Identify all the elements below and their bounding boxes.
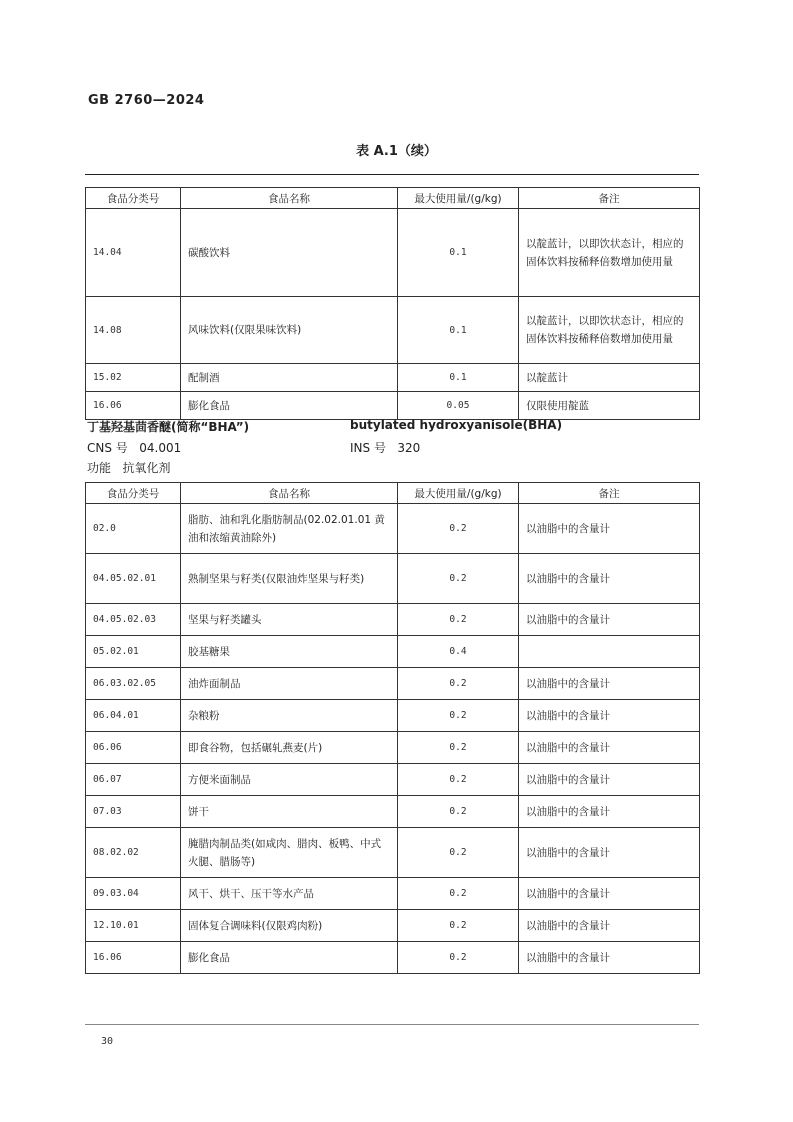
- max-usage: 0.2: [398, 878, 519, 910]
- col-header-food-name: 食品名称: [181, 483, 398, 504]
- food-name: 膨化食品: [181, 392, 398, 420]
- max-usage: 0.4: [398, 636, 519, 668]
- max-usage: 0.2: [398, 504, 519, 554]
- col-header-max-usage: 最大使用量/(g/kg): [398, 483, 519, 504]
- remark: 以油脂中的含量计: [519, 604, 700, 636]
- col-header-food-name: 食品名称: [181, 188, 398, 209]
- max-usage: 0.1: [398, 364, 519, 392]
- food-name: 膨化食品: [181, 942, 398, 974]
- table-row: [86, 700, 700, 732]
- remark: 以靛蓝计，以即饮状态计，相应的固体饮料按稀释倍数增加使用量: [519, 297, 700, 364]
- table-row: [86, 732, 700, 764]
- max-usage: 0.2: [398, 668, 519, 700]
- remark: 以靛蓝计，以即饮状态计，相应的固体饮料按稀释倍数增加使用量: [519, 209, 700, 297]
- food-name: 饼干: [181, 796, 398, 828]
- table-header-row: [86, 483, 700, 504]
- col-header-remarks: 备注: [519, 483, 700, 504]
- food-name: 配制酒: [181, 364, 398, 392]
- col-header-category-code: 食品分类号: [86, 483, 181, 504]
- function-value: 抗氧化剂: [122, 461, 171, 475]
- max-usage: 0.2: [398, 910, 519, 942]
- table-row: [86, 942, 700, 974]
- food-name: 即食谷物，包括碾轧燕麦(片): [181, 732, 398, 764]
- cns-label: CNS 号: [87, 441, 128, 455]
- food-name: 熟制坚果与籽类(仅限油炸坚果与籽类): [181, 554, 398, 604]
- table-row: [86, 910, 700, 942]
- remark: 以油脂中的含量计: [519, 942, 700, 974]
- max-usage: 0.05: [398, 392, 519, 420]
- max-usage: 0.2: [398, 764, 519, 796]
- category-code: 04.05.02.01: [86, 554, 181, 604]
- table-row: [86, 668, 700, 700]
- category-code: 14.08: [86, 297, 181, 364]
- additive-name-en: butylated hydroxyanisole(BHA): [350, 418, 563, 432]
- table-header-row: [86, 188, 700, 209]
- category-code: 06.07: [86, 764, 181, 796]
- table-row: [86, 364, 700, 392]
- remark: 以油脂中的含量计: [519, 732, 700, 764]
- food-name: 风干、烘干、压干等水产品: [181, 878, 398, 910]
- category-code: 04.05.02.03: [86, 604, 181, 636]
- max-usage: 0.2: [398, 604, 519, 636]
- category-code: 06.06: [86, 732, 181, 764]
- table-row: [86, 764, 700, 796]
- table-row: [86, 604, 700, 636]
- remark: 以油脂中的含量计: [519, 910, 700, 942]
- table-title: 表 A.1（续）: [356, 144, 437, 159]
- max-usage: 0.2: [398, 700, 519, 732]
- footer-rule: [85, 1024, 699, 1025]
- max-usage: 0.2: [398, 554, 519, 604]
- table-row: [86, 392, 700, 420]
- food-name: 脂肪、油和乳化脂肪制品(02.02.01.01 黄油和浓缩黄油除外): [181, 504, 398, 554]
- food-name: 碳酸饮料: [181, 209, 398, 297]
- standard-code: GB 2760—2024: [88, 93, 205, 108]
- remark: 以油脂中的含量计: [519, 878, 700, 910]
- food-name: 腌腊肉制品类(如咸肉、腊肉、板鸭、中式火腿、腊肠等): [181, 828, 398, 878]
- remark: 以油脂中的含量计: [519, 764, 700, 796]
- remark: 以油脂中的含量计: [519, 828, 700, 878]
- food-name: 坚果与籽类罐头: [181, 604, 398, 636]
- remark: 以油脂中的含量计: [519, 700, 700, 732]
- function-line: [87, 459, 170, 476]
- category-code: 16.06: [86, 942, 181, 974]
- cns-number: [87, 439, 181, 456]
- table-row: [86, 636, 700, 668]
- additive-name-cn: 丁基羟基茴香醚(简称“BHA”): [87, 420, 250, 434]
- remark: 以油脂中的含量计: [519, 504, 700, 554]
- category-code: 15.02: [86, 364, 181, 392]
- remark: [519, 636, 700, 668]
- category-code: 02.0: [86, 504, 181, 554]
- remark: 以油脂中的含量计: [519, 554, 700, 604]
- col-header-remarks: 备注: [519, 188, 700, 209]
- food-name: 固体复合调味料(仅限鸡肉粉): [181, 910, 398, 942]
- ins-number: [350, 439, 420, 456]
- food-name: 油炸面制品: [181, 668, 398, 700]
- function-label: 功能: [87, 461, 112, 475]
- max-usage: 0.2: [398, 828, 519, 878]
- category-code: 05.02.01: [86, 636, 181, 668]
- page-number: 30: [101, 1036, 114, 1047]
- table-row: [86, 796, 700, 828]
- category-code: 08.02.02: [86, 828, 181, 878]
- table-row: [86, 504, 700, 554]
- additive-table-2: [85, 482, 700, 974]
- category-code: 14.04: [86, 209, 181, 297]
- remark: 仅限使用靛蓝: [519, 392, 700, 420]
- additive-table-1: [85, 187, 700, 420]
- category-code: 16.06: [86, 392, 181, 420]
- max-usage: 0.1: [398, 209, 519, 297]
- col-header-category-code: 食品分类号: [86, 188, 181, 209]
- header-rule: [85, 174, 699, 175]
- food-name: 杂粮粉: [181, 700, 398, 732]
- food-name: 方便米面制品: [181, 764, 398, 796]
- food-name: 风味饮料(仅限果味饮料): [181, 297, 398, 364]
- max-usage: 0.2: [398, 942, 519, 974]
- category-code: 06.04.01: [86, 700, 181, 732]
- remark: 以油脂中的含量计: [519, 668, 700, 700]
- col-header-max-usage: 最大使用量/(g/kg): [398, 188, 519, 209]
- category-code: 06.03.02.05: [86, 668, 181, 700]
- category-code: 09.03.04: [86, 878, 181, 910]
- cns-value: 04.001: [139, 441, 182, 455]
- max-usage: 0.2: [398, 796, 519, 828]
- category-code: 12.10.01: [86, 910, 181, 942]
- max-usage: 0.1: [398, 297, 519, 364]
- category-code: 07.03: [86, 796, 181, 828]
- table-row: [86, 297, 700, 364]
- max-usage: 0.2: [398, 732, 519, 764]
- table-row: [86, 828, 700, 878]
- food-name: 胶基糖果: [181, 636, 398, 668]
- ins-label: INS 号: [350, 441, 386, 455]
- remark: 以靛蓝计: [519, 364, 700, 392]
- table-row: [86, 878, 700, 910]
- ins-value: 320: [397, 441, 421, 455]
- table-row: [86, 554, 700, 604]
- table-row: [86, 209, 700, 297]
- remark: 以油脂中的含量计: [519, 796, 700, 828]
